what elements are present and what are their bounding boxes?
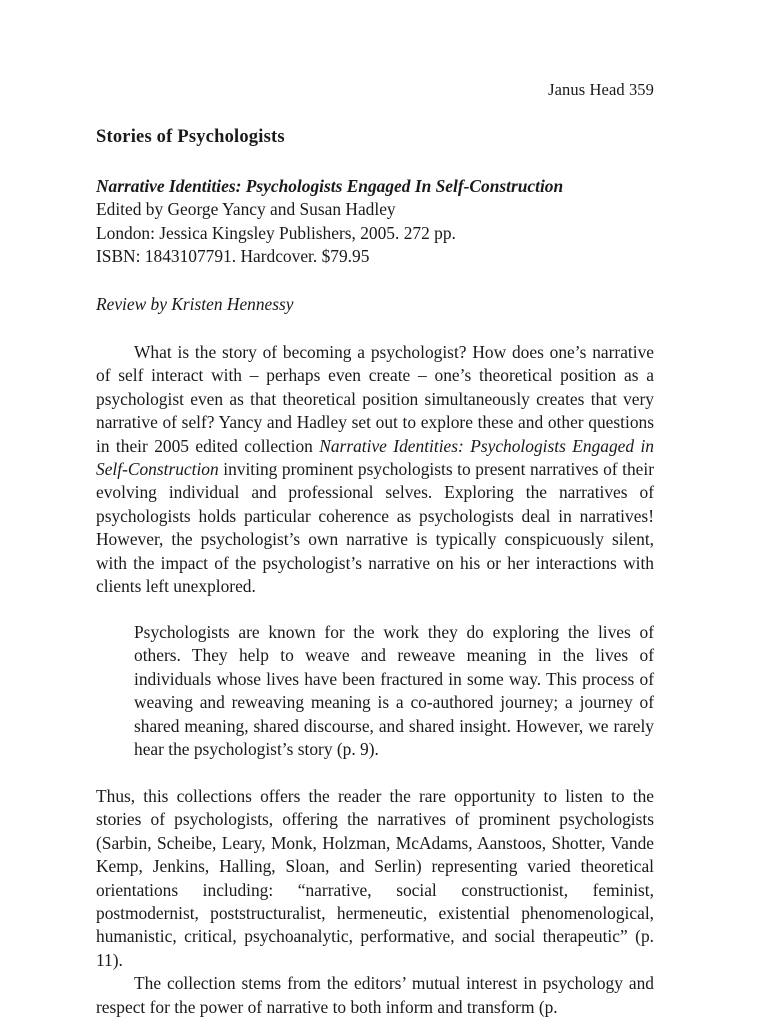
paragraph-intro-before: What is the story of becoming a psychologist? How does one’s narrative of self interact with – perhaps even create – one’s theoretical position as a psychologist even as that theoretical position simultaneously creates that very narrative of self? Yancy and Hadley set out to explore these and other questions in their 2005 edited collection — [96, 342, 654, 456]
reviewer-byline: Review by Kristen Hennessy — [96, 294, 294, 314]
book-citation — [96, 175, 654, 269]
paragraph-intro-book-title: Narrative Identities: Psychologists Engaged in Self-Construction — [96, 435, 654, 480]
section-title: Stories of Psychologists — [96, 127, 285, 147]
body-text — [96, 341, 654, 598]
block-quote — [134, 621, 654, 761]
book-isbn: ISBN: 1843107791. Hardcover. $79.95 — [96, 246, 370, 267]
book-title: Narrative Identities: Psychologists Engaged In Self-Construction — [96, 176, 564, 196]
running-head: Janus Head 359 — [548, 80, 654, 99]
paragraph-intro — [96, 341, 654, 598]
paragraph-origin: The collection stems from the editors’ mutual interest in psychology and respect for the power of narrative to both inform and transform (p. — [96, 973, 654, 1017]
book-editors: Edited by George Yancy and Susan Hadley — [96, 199, 396, 220]
book-publisher: London: Jessica Kingsley Publishers, 2005. 272 pp. — [96, 222, 456, 243]
body-text-continued — [96, 785, 654, 1019]
paragraph-intro-after: inviting prominent psychologists to present narratives of their evolving individual and professional selves. Exploring the narratives of psychologists holds particular coherence as psychologists deal in narratives! However, the psychologist’s own narrative is typically conspicuously silent, with the impact of the psychologist’s narrative on his or her interactions with clients left unexplored. — [96, 459, 654, 597]
paragraph-collection: Thus, this collections offers the reader the rare opportunity to listen to the stories of psychologists, offering the narratives of prominent psychologists (Sarbin, Scheibe, Leary, Monk, Holzman, McAdams, Aanstoos, Shotter, Vande Kemp, Jenkins, Halling, Sloan, and Serlin) representing varied theoretical orientations including: “narrative, social constructionist, feminist, postmodernist, poststructuralist, hermeneutic, existential phenomenological, humanistic, critical, psychoanalytic, performative, and social therapeutic” (p. 11). — [96, 786, 654, 970]
block-quote-text: Psychologists are known for the work they do exploring the lives of others. They help to weave and reweave meaning in the lives of individuals whose lives have been fractured in some way. This process of weaving and reweaving meaning is a co-authored journey; a journey of shared meaning, shared discourse, and shared insight. However, we rarely hear the psychologist’s story (p. 9). — [134, 622, 654, 760]
